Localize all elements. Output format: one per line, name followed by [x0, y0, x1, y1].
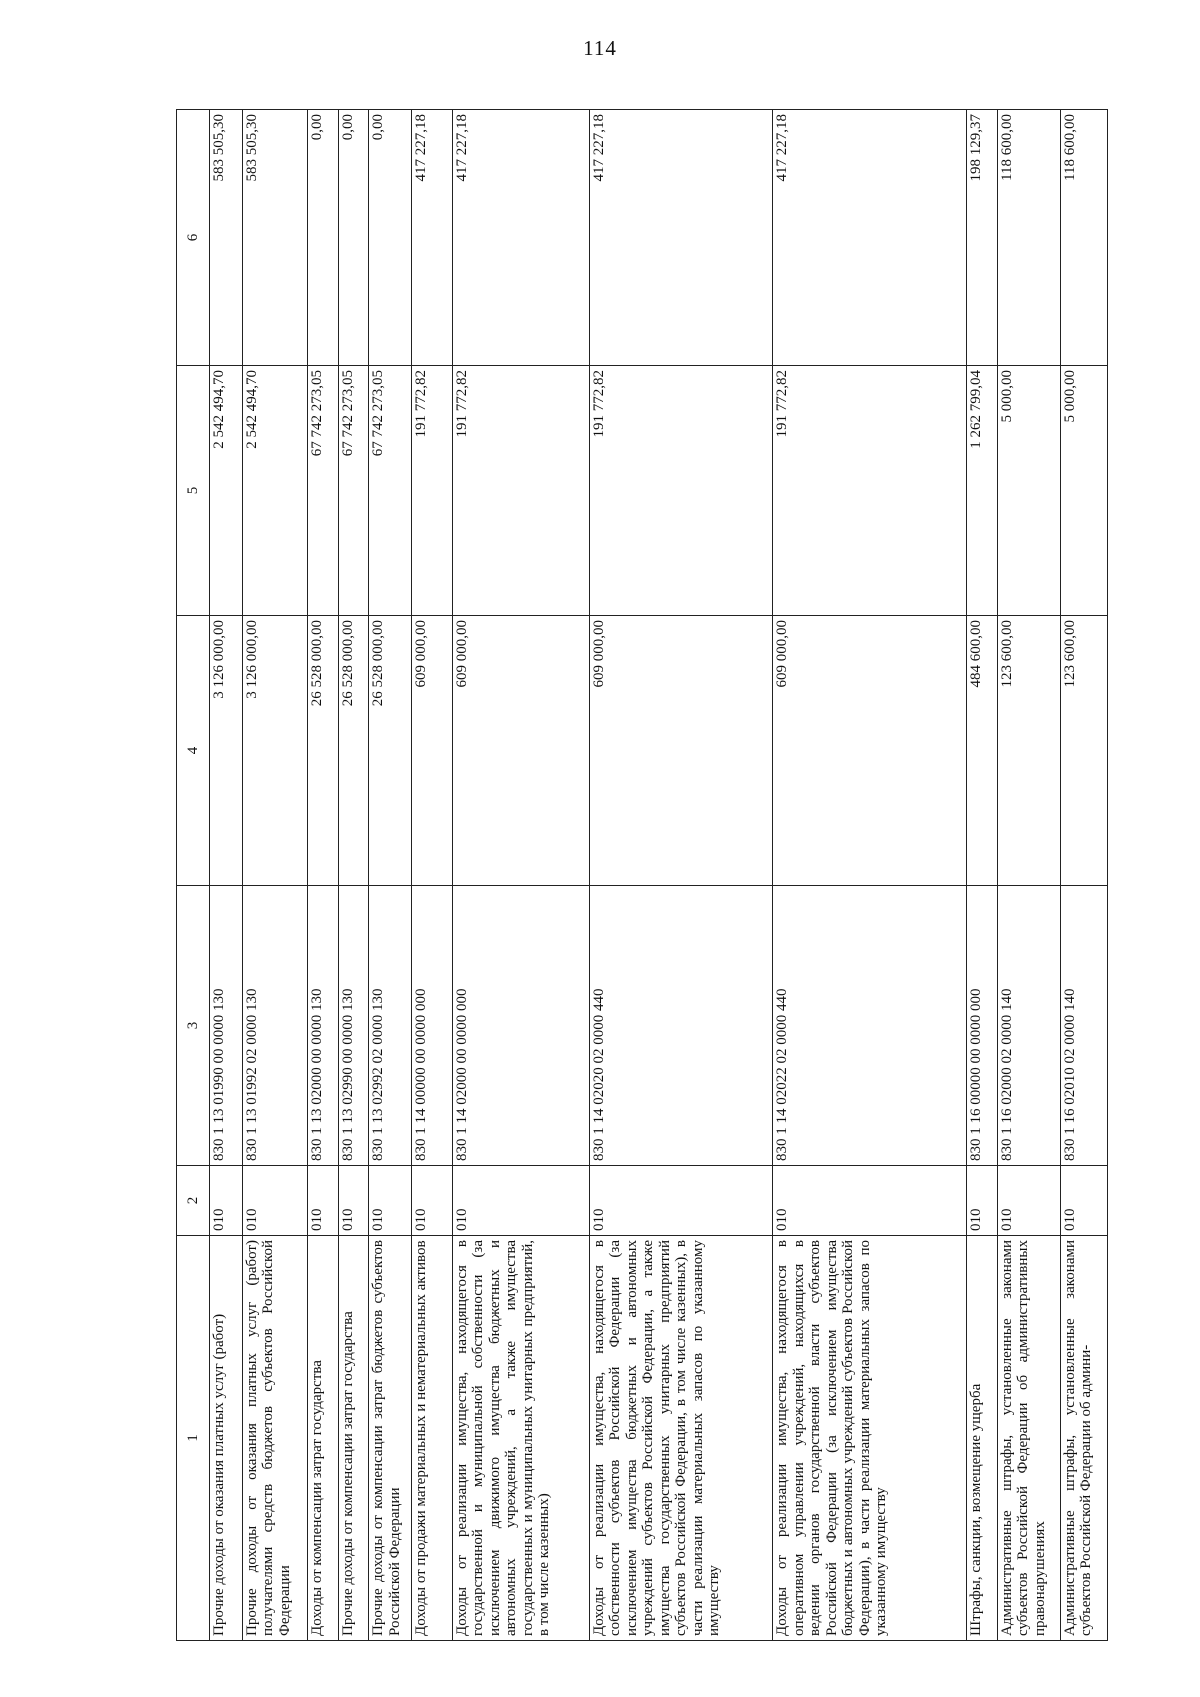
- row-budget-code: 830 1 13 01990 00 0000 130: [210, 886, 243, 1166]
- row-value-col6: 0,00: [307, 110, 338, 366]
- row-line-code: 010: [210, 1166, 243, 1236]
- table-row: [338, 110, 369, 1641]
- row-budget-code: 830 1 13 01992 02 0000 130: [242, 886, 307, 1166]
- row-value-col5: 67 742 273,05: [369, 366, 412, 616]
- row-value-col5: 67 742 273,05: [307, 366, 338, 616]
- row-line-code: 010: [1060, 1166, 1107, 1236]
- column-header-1: 1: [177, 1236, 210, 1641]
- row-value-col6: 0,00: [369, 110, 412, 366]
- column-header-2: 2: [177, 1166, 210, 1236]
- table-row: [967, 110, 998, 1641]
- table-row: [369, 110, 412, 1641]
- row-line-code: 010: [967, 1166, 998, 1236]
- row-value-col6: 417 227,18: [773, 110, 967, 366]
- table-row: [242, 110, 307, 1641]
- row-value-col4: 609 000,00: [589, 616, 773, 886]
- column-header-3: 3: [177, 886, 210, 1166]
- row-name: Доходы от реализации имущества, находящегося в собственности субъектов Российской Федерации (за исключением имущества бюджетных и автономных учреждений субъектов Российской Федерации, а также имущества государственных унитарных предприятий субъектов Российской Федерации, в том числе казенных), в части реализации материальных запасов по указанному имуществу: [589, 1236, 773, 1641]
- row-budget-code: 830 1 14 00000 00 0000 000: [412, 886, 453, 1166]
- row-name: Доходы от реализации имущества, находящегося в государственной и муниципальной собственности (за исключением движимого имущества бюджетных и автономных учреждений, а также имущества государственных и муниципальных унитарных предприятий, в том числе казенных): [452, 1236, 589, 1641]
- row-name: Административные штрафы, установленные законами субъектов Российской Федерации об админи-: [1060, 1236, 1107, 1641]
- row-value-col5: 2 542 494,70: [242, 366, 307, 616]
- row-value-col6: 583 505,30: [242, 110, 307, 366]
- column-header-6: 6: [177, 110, 210, 366]
- row-line-code: 010: [412, 1166, 453, 1236]
- row-budget-code: 830 1 16 02010 02 0000 140: [1060, 886, 1107, 1166]
- row-value-col5: 67 742 273,05: [338, 366, 369, 616]
- row-value-col5: 191 772,82: [773, 366, 967, 616]
- table-row: [210, 110, 243, 1641]
- row-value-col4: 26 528 000,00: [307, 616, 338, 886]
- row-budget-code: 830 1 14 02022 02 0000 440: [773, 886, 967, 1166]
- table-row: [1060, 110, 1107, 1641]
- row-name: Прочие доходы от оказания платных услуг (работ) получателями средств бюджетов субъектов Российской Федерации: [242, 1236, 307, 1641]
- table-row: [589, 110, 773, 1641]
- row-line-code: 010: [997, 1166, 1060, 1236]
- row-value-col6: 198 129,37: [967, 110, 998, 366]
- table-row: [773, 110, 967, 1641]
- row-value-col4: 609 000,00: [412, 616, 453, 886]
- row-value-col6: 417 227,18: [589, 110, 773, 366]
- row-name: Доходы от компенсации затрат государства: [307, 1236, 338, 1641]
- row-value-col6: 417 227,18: [452, 110, 589, 366]
- revenue-table: [176, 109, 1108, 1641]
- table-row: [307, 110, 338, 1641]
- row-budget-code: 830 1 13 02990 00 0000 130: [338, 886, 369, 1166]
- row-value-col4: 26 528 000,00: [338, 616, 369, 886]
- row-value-col5: 191 772,82: [452, 366, 589, 616]
- row-value-col4: 3 126 000,00: [242, 616, 307, 886]
- row-value-col4: 609 000,00: [773, 616, 967, 886]
- row-value-col5: 191 772,82: [589, 366, 773, 616]
- column-header-5: 5: [177, 366, 210, 616]
- row-name: Прочие доходы от оказания платных услуг (работ): [210, 1236, 243, 1641]
- row-name: Доходы от реализации имущества, находящегося в оперативном управлении учреждений, находящихся в ведении органов государственной власти субъектов Российской Федерации (за исключением имущества бюджетных и автономных учреждений субъектов Российской Федерации), в части реализации материальных запасов по указанному имуществу: [773, 1236, 967, 1641]
- row-budget-code: 830 1 14 02000 00 0000 000: [452, 886, 589, 1166]
- row-name: Штрафы, санкции, возмещение ущерба: [967, 1236, 998, 1641]
- row-budget-code: 830 1 13 02992 02 0000 130: [369, 886, 412, 1166]
- row-line-code: 010: [242, 1166, 307, 1236]
- row-budget-code: 830 1 14 02020 02 0000 440: [589, 886, 773, 1166]
- row-value-col4: 484 600,00: [967, 616, 998, 886]
- row-budget-code: 830 1 16 02000 02 0000 140: [997, 886, 1060, 1166]
- table-row: [452, 110, 589, 1641]
- row-value-col5: 191 772,82: [412, 366, 453, 616]
- header-row: [177, 110, 210, 1641]
- row-value-col4: 26 528 000,00: [369, 616, 412, 886]
- page-number: 114: [583, 36, 617, 60]
- row-value-col5: 2 542 494,70: [210, 366, 243, 616]
- row-name: Прочие доходы от компенсации затрат бюджетов субъектов Российской Федерации: [369, 1236, 412, 1641]
- row-value-col5: 5 000,00: [997, 366, 1060, 616]
- row-value-col4: 123 600,00: [997, 616, 1060, 886]
- row-value-col4: 123 600,00: [1060, 616, 1107, 886]
- row-line-code: 010: [338, 1166, 369, 1236]
- row-value-col4: 3 126 000,00: [210, 616, 243, 886]
- row-line-code: 010: [369, 1166, 412, 1236]
- table-row: [997, 110, 1060, 1641]
- row-line-code: 010: [773, 1166, 967, 1236]
- row-value-col6: 417 227,18: [412, 110, 453, 366]
- row-value-col5: 1 262 799,04: [967, 366, 998, 616]
- row-value-col6: 0,00: [338, 110, 369, 366]
- row-line-code: 010: [589, 1166, 773, 1236]
- row-value-col5: 5 000,00: [1060, 366, 1107, 616]
- row-value-col6: 118 600,00: [1060, 110, 1107, 366]
- row-line-code: 010: [307, 1166, 338, 1236]
- row-value-col4: 609 000,00: [452, 616, 589, 886]
- row-name: Прочие доходы от компенсации затрат государства: [338, 1236, 369, 1641]
- rotated-table-container: [176, 110, 1108, 1641]
- row-name: Административные штрафы, установленные законами субъектов Российской Федерации об административных правонарушениях: [997, 1236, 1060, 1641]
- row-line-code: 010: [452, 1166, 589, 1236]
- row-budget-code: 830 1 13 02000 00 0000 130: [307, 886, 338, 1166]
- column-header-4: 4: [177, 616, 210, 886]
- row-budget-code: 830 1 16 00000 00 0000 000: [967, 886, 998, 1166]
- row-name: Доходы от продажи материальных и нематериальных активов: [412, 1236, 453, 1641]
- table-row: [412, 110, 453, 1641]
- row-value-col6: 583 505,30: [210, 110, 243, 366]
- row-value-col6: 118 600,00: [997, 110, 1060, 366]
